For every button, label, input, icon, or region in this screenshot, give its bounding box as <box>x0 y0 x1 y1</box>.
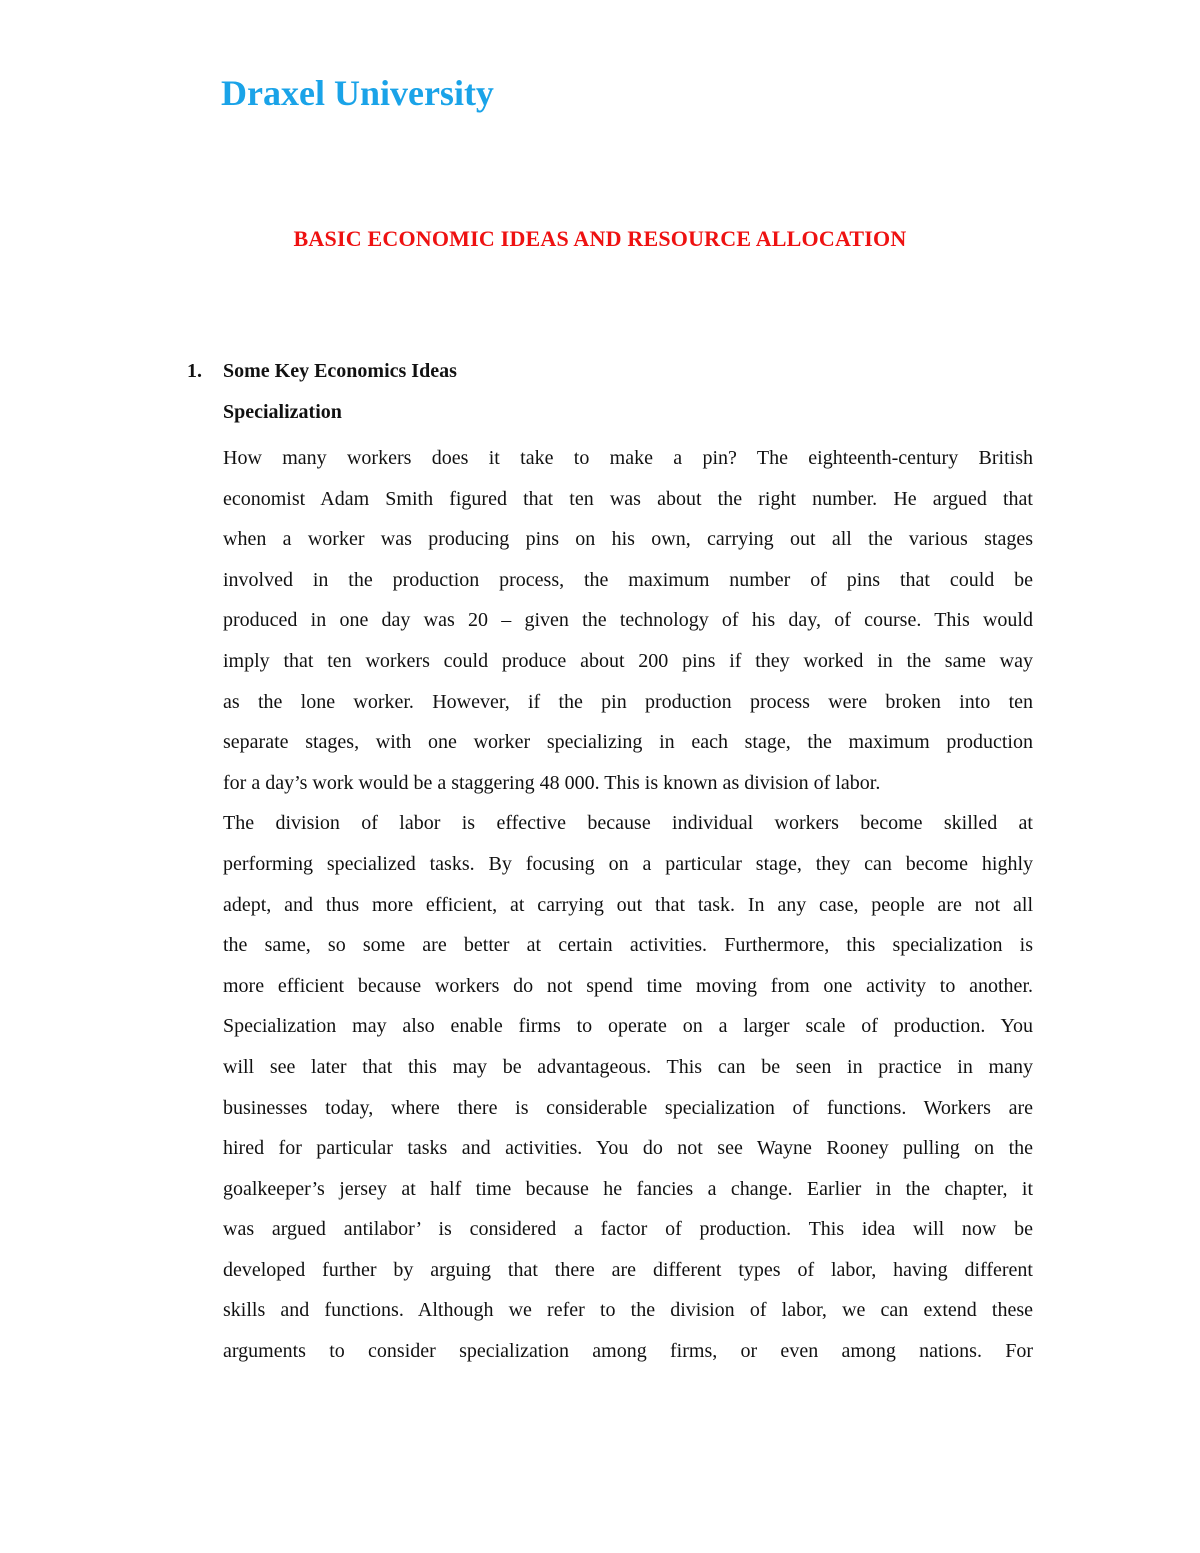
body-line: How many workers does it take to make a pin? The eighteenth-century British <box>223 447 1033 469</box>
body-line: was argued antilabor’ is considered a factor of production. This idea will now be <box>223 1218 1033 1241</box>
university-name: Draxel University <box>221 73 494 113</box>
body-line: economist Adam Smith figured that ten was about the right number. He argued that <box>223 487 1033 510</box>
body-line: will see later that this may be advantageous. This can be seen in practice in many <box>223 1055 1033 1078</box>
body-line: businesses today, where there is considerable specialization of functions. Workers are <box>223 1096 1033 1119</box>
body-line: performing specialized tasks. By focusing on a particular stage, they can become highly <box>223 852 1033 875</box>
body-line: hired for particular tasks and activities. You do not see Wayne Rooney pulling on the <box>223 1137 1033 1160</box>
body-line: skills and functions. Although we refer to the division of labor, we can extend these <box>223 1299 1033 1322</box>
body-line: produced in one day was 20 – given the technology of his day, of course. This would <box>223 609 1033 632</box>
body-line: involved in the production process, the maximum number of pins that could be <box>223 568 1033 591</box>
body-paragraphs <box>223 438 1033 1372</box>
section-heading: Some Key Economics Ideas <box>223 360 457 382</box>
body-line: adept, and thus more efficient, at carrying out that task. In any case, people are not all <box>223 893 1033 916</box>
body-line: developed further by arguing that there are different types of labor, having different <box>223 1258 1033 1281</box>
body-line: for a day’s work would be a staggering 48 000. This is known as division of labor. <box>223 771 881 794</box>
body-line: as the lone worker. However, if the pin production process were broken into ten <box>223 690 1033 713</box>
body-line: Specialization may also enable firms to operate on a larger scale of production. You <box>223 1015 1033 1038</box>
body-line: more efficient because workers do not spend time moving from one activity to another. <box>223 974 1033 997</box>
body-line: imply that ten workers could produce about 200 pins if they worked in the same way <box>223 649 1033 672</box>
body-line: arguments to consider specialization among firms, or even among nations. For <box>223 1340 1033 1363</box>
subsection-heading: Specialization <box>223 401 342 423</box>
body-line: when a worker was producing pins on his own, carrying out all the various stages <box>223 528 1033 551</box>
body-line: separate stages, with one worker specializing in each stage, the maximum production <box>223 731 1033 754</box>
body-line: the same, so some are better at certain activities. Furthermore, this specialization is <box>223 934 1033 957</box>
document-title: BASIC ECONOMIC IDEAS AND RESOURCE ALLOCATION <box>293 226 907 251</box>
body-line: The division of labor is effective because individual workers become skilled at <box>223 812 1033 835</box>
body-line: goalkeeper’s jersey at half time because he fancies a change. Earlier in the chapter, it <box>223 1177 1033 1200</box>
section-number: 1. <box>187 360 202 382</box>
